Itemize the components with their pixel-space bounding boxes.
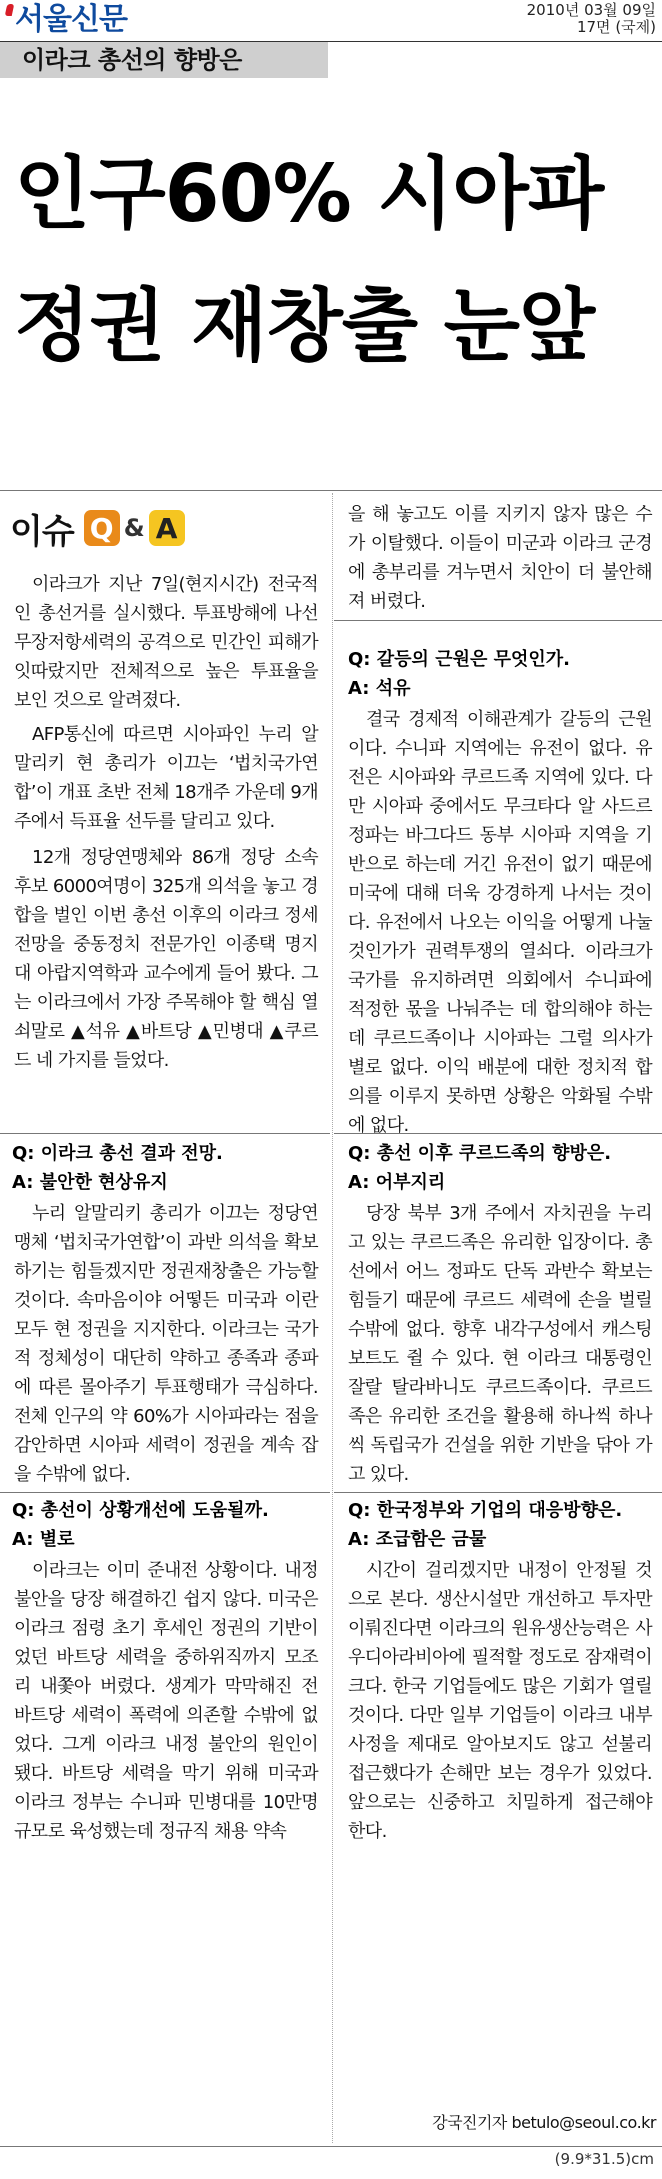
badge-amp: &: [123, 514, 145, 542]
reporter-byline: 강국진기자 betulo@seoul.co.kr: [432, 2113, 656, 2132]
answer-2: A: 별로: [12, 1529, 75, 1550]
answer-4: A: 어부지리: [348, 1172, 446, 1193]
headline-divider: [0, 490, 662, 491]
section-divider: [334, 620, 662, 621]
intro-paragraph-3: 12개 정당연맹체와 86개 정당 소속 후보 6000여명이 325개 의석을 놓고 경합을 벌인 이번 총선 이후의 이라크 정세 전망을 중동정치 전문가인 이종택 명지대 아랍지역학과 교수에게 들어 봤다. 그는 이라크에서 가장 주목해야 할 핵심 열쇠말로 ▲석유 ▲바트당 ▲민병대 ▲쿠르드 네 가지를 들었다.: [14, 847, 318, 1071]
section-divider: [334, 1133, 662, 1134]
question-3: Q: 갈등의 근원은 무엇인가.: [348, 649, 571, 670]
publication-date: 2010년 03월 09일: [526, 1, 656, 19]
headline-line-2: 정권 재창출 눈앞: [14, 280, 595, 372]
masthead: [0, 0, 662, 40]
answer-1: A: 불안한 현상유지: [12, 1172, 168, 1193]
answer-3: A: 석유: [348, 678, 411, 699]
kicker-band: [0, 41, 662, 78]
kicker-title: 이라크 총선의 향방은: [22, 46, 242, 74]
question-5: Q: 한국정부와 기업의 대응방향은.: [348, 1500, 623, 1521]
logo-mark-icon: [5, 4, 15, 16]
question-4: Q: 총선 이후 쿠르드족의 향방은.: [348, 1143, 612, 1164]
section-divider: [0, 1133, 330, 1134]
issue-qa-badge: [10, 506, 185, 550]
question-2: Q: 총선이 상황개선에 도움될까.: [12, 1500, 269, 1521]
answer-5: A: 조급함은 금물: [348, 1529, 487, 1550]
answer-2-body: 이라크는 이미 준내전 상황이다. 내정불안을 당장 해결하긴 쉽지 않다. 미국은 이라크 점령 초기 후세인 정권의 기반이었던 바트당 세력을 중하위직까지 모조리 내쫓아 버렸다. 생계가 막막해진 전 바트당 세력이 폭력에 의존할 수밖에 없었다. 그게 이라크 내정 불안의 원인이 됐다. 바트당 세력을 막기 위해 미국과 이라크 정부는 수니파 민병대를 10만명 규모로 육성했는데 정규직 채용 약속: [14, 1560, 318, 1842]
answer-4-body: 당장 북부 3개 주에서 자치권을 누리고 있는 쿠르드족은 유리한 입장이다. 총선에서 어느 정파도 단독 과반수 확보는 힘들기 때문에 쿠르드 세력에 손을 벌릴 수밖에 없다. 향후 내각구성에서 캐스팅보트도 쥘 수 있다. 현 이라크 대통령인 잘랄 탈라바니도 쿠르드족이다. 쿠르드족은 유리한 조건을 활용해 하나씩 하나씩 독립국가 건설을 위한 기반을 닦아 가고 있다.: [348, 1203, 652, 1485]
newspaper-logo: [6, 2, 127, 38]
badge-a-icon: A: [149, 510, 185, 546]
intro-paragraph-2: AFP통신에 따르면 시아파인 누리 알말리키 현 총리가 이끄는 ‘법치국가연합’이 개표 초반 전체 18개주 가운데 9개주에서 득표율 선두를 달리고 있다.: [14, 724, 318, 832]
page-section: 17면 (국제): [576, 18, 656, 36]
column-divider: [332, 493, 333, 2143]
logo-text: 서울신문: [15, 2, 127, 37]
intro-paragraph-1: 이라크가 지난 7일(현지시간) 전국적인 총선거를 실시했다. 투표방해에 나선 무장저항세력의 공격으로 민간인 피해가 잇따랐지만 전체적으로 높은 투표율을 보인 것으로 알려졌다.: [14, 574, 318, 711]
dateline: [527, 2, 656, 36]
answer-5-body: 시간이 걸리겠지만 내정이 안정될 것으로 본다. 생산시설만 개선하고 투자만 이뤄진다면 이라크의 원유생산능력은 사우디아라비아에 필적할 정도로 잠재력이 크다. 한국 기업들에도 많은 기회가 열릴 것이다. 다만 일부 기업들이 이라크 내부사정을 제대로 알아보지도 않고 섣불리 접근했다가 손해만 보는 경우가 있었다. 앞으로는 신중하고 치밀하게 접근해야 한다.: [348, 1560, 652, 1842]
answer-3-body: 결국 경제적 이해관계가 갈등의 근원이다. 수니파 지역에는 유전이 없다. 유전은 시아파와 쿠르드족 지역에 있다. 다만 시아파 중에서도 무크타다 알 사드르 정파는 바그다드 동부 시아파 지역을 기반으로 하는데 거긴 유전이 없기 때문에 미국에 대해 더욱 강경하게 나서는 것이다. 유전에서 나오는 이익을 어떻게 나눌 것인가가 권력투쟁의 열쇠다. 이라크가 국가를 유지하려면 의회에서 수니파에 적정한 몫을 나눠주는 데 합의해야 하는데 쿠르드족이나 시아파는 그럴 의사가 별로 없다. 이익 배분에 대한 정치적 합의를 이루지 못하면 상황은 악화될 수밖에 없다.: [348, 709, 652, 1136]
continued-paragraph: 을 해 놓고도 이를 지키지 않자 많은 수가 이탈했다. 이들이 미군과 이라크 군경에 총부리를 겨누면서 치안이 더 불안해져 버렸다.: [348, 504, 652, 612]
headline-line-1: 인구60% 시아파: [14, 148, 604, 240]
footer-divider: [0, 2146, 662, 2147]
question-1: Q: 이라크 총선 결과 전망.: [12, 1143, 223, 1164]
clipping-size: (9.9*31.5)cm: [554, 2150, 654, 2168]
section-divider: [334, 1492, 662, 1493]
section-divider: [0, 1492, 330, 1493]
badge-q-icon: Q: [84, 510, 120, 546]
badge-label: 이슈: [10, 511, 74, 552]
answer-1-body: 누리 알말리키 총리가 이끄는 정당연맹체 ‘법치국가연합’이 과반 의석을 확보하기는 힘들겠지만 정권재창출은 가능할 것이다. 속마음이야 어떻든 미국과 이란 모두 현 정권을 지지한다. 이라크는 국가적 정체성이 대단히 약하고 종족과 종파에 따른 몰아주기 투표행태가 극심하다. 전체 인구의 약 60%가 시아파라는 점을 감안하면 시아파 세력이 정권을 계속 잡을 수밖에 없다.: [14, 1203, 318, 1485]
